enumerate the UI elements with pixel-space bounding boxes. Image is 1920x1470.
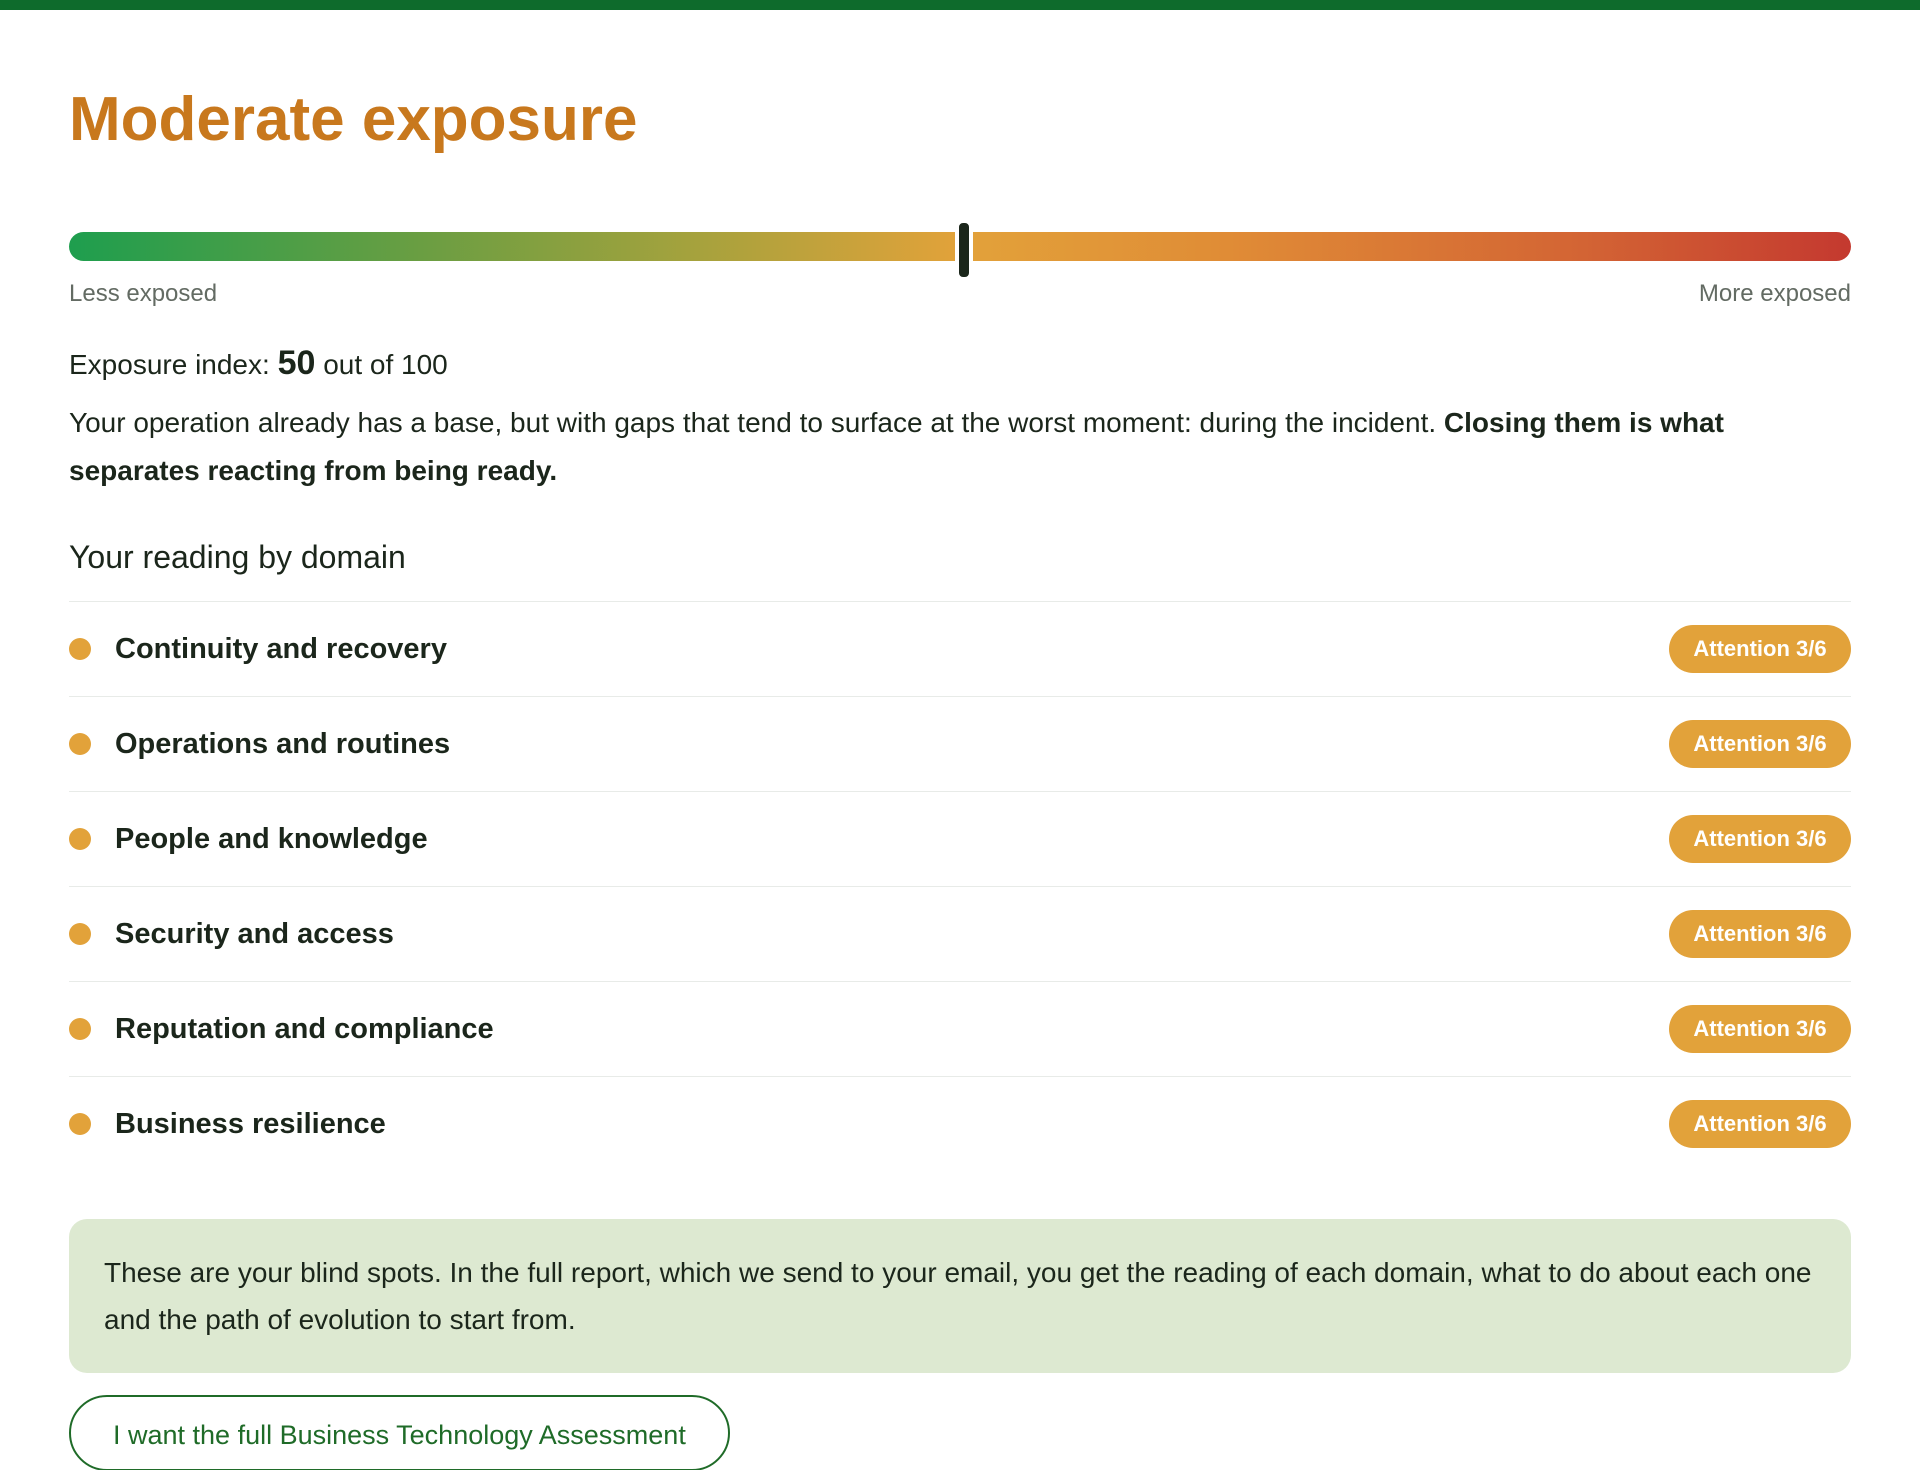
exposure-meter-marker [955,219,973,281]
status-dot-icon [69,733,91,755]
domain-list [69,601,1851,1171]
domain-name: Security and access [115,917,394,950]
domain-row [69,792,1851,887]
domain-name: Business resilience [115,1107,386,1140]
meter-max-label: More exposed [1698,280,1851,307]
status-badge: Attention 3/6 [1669,910,1851,958]
status-dot-icon [69,638,91,660]
domain-row [69,1077,1851,1171]
domain-row [69,697,1851,792]
domains-heading: Your reading by domain [69,539,406,575]
exposure-index-prefix: Exposure index: [69,349,270,380]
domain-name: Continuity and recovery [115,632,447,665]
exposure-index-score: 50 [277,344,316,382]
domain-name: People and knowledge [115,822,428,855]
exposure-meter [69,232,1851,261]
result-title: Moderate exposure [69,85,638,154]
exposure-index-suffix: out of 100 [323,349,448,380]
domain-name: Reputation and compliance [115,1012,494,1045]
status-dot-icon [69,1018,91,1040]
exposure-meter-labels [69,279,1851,309]
status-badge: Attention 3/6 [1669,1005,1851,1053]
blind-spots-note: These are your blind spots. In the full report, which we send to your email, you get the reading of each domain, what to do about each one and the path of evolution to start from. [69,1219,1851,1373]
result-summary-text: Your operation already has a base, but with gaps that tend to surface at the worst moment: during the incident. [69,407,1437,438]
status-badge: Attention 3/6 [1669,815,1851,863]
full-assessment-button[interactable]: I want the full Business Technology Assessment [69,1395,730,1470]
status-dot-icon [69,923,91,945]
result-summary-emphasis: Closing them is what separates reacting from being ready. [69,407,1724,486]
exposure-index [69,343,1851,385]
domain-row [69,887,1851,982]
domain-row [69,602,1851,697]
status-badge: Attention 3/6 [1669,1100,1851,1148]
meter-min-label: Less exposed [69,280,218,307]
status-badge: Attention 3/6 [1669,625,1851,673]
status-dot-icon [69,1113,91,1135]
status-dot-icon [69,828,91,850]
domain-row [69,982,1851,1077]
result-summary [69,399,1851,495]
status-badge: Attention 3/6 [1669,720,1851,768]
domain-name: Operations and routines [115,727,451,760]
